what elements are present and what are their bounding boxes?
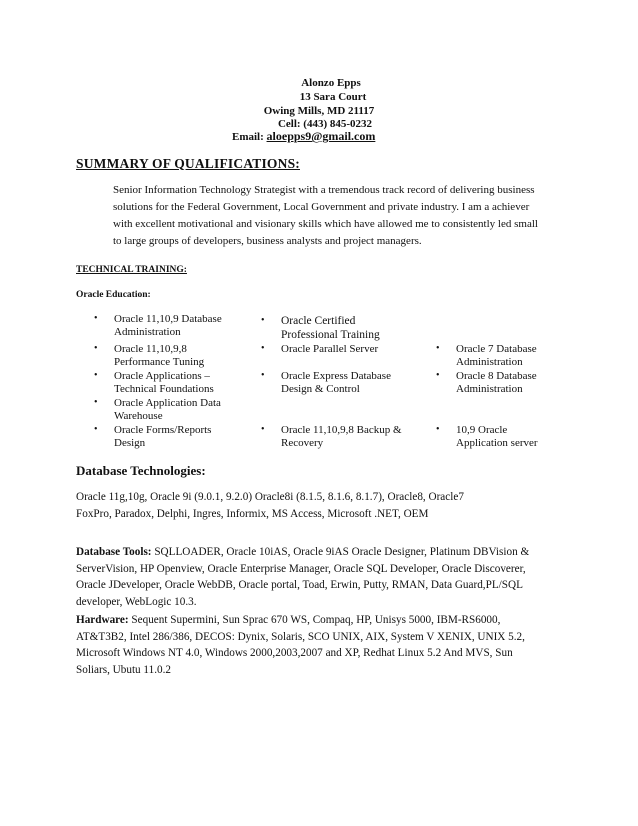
bullet-icon: • xyxy=(436,343,440,354)
list-item-text: Oracle 7 Database xyxy=(456,343,537,355)
list-item-text: Warehouse xyxy=(114,409,163,422)
db-tech-heading: Database Technologies: xyxy=(76,463,206,478)
list-item-text: Technical Foundations xyxy=(114,382,214,395)
bullet-icon: • xyxy=(261,424,265,435)
db-tools-line: SQLLOADER, Oracle 10iAS, Oracle 9iAS Oracle Designer, Platinum DBVision & xyxy=(151,546,530,558)
bullet-icon: • xyxy=(261,315,265,326)
db-tech-line: FoxPro, Paradox, Delphi, Ingres, Informix, MS Access, Microsoft .NET, OEM xyxy=(76,507,429,520)
list-item-text: Oracle Application Data xyxy=(114,397,221,409)
db-tools-line: developer, WebLogic 10.3. xyxy=(76,595,197,608)
bullet-icon: • xyxy=(94,313,98,324)
list-item-text: Administration xyxy=(114,325,181,338)
list-item-text: Administration xyxy=(456,355,523,368)
email-label: Email: xyxy=(232,131,264,143)
summary-line: Senior Information Technology Strategist with a tremendous track record of delivering business xyxy=(113,184,535,196)
summary-line: to large groups of developers, business analysts and project managers. xyxy=(113,235,422,247)
list-item-text: 10,9 Oracle xyxy=(456,424,508,436)
list-item-text: Oracle 8 Database xyxy=(456,370,537,382)
db-tools-label: Database Tools: xyxy=(76,546,152,558)
candidate-name: Alonzo Epps xyxy=(301,77,361,89)
list-item-text: Oracle 11,10,9 Database xyxy=(114,313,222,325)
db-tools-section xyxy=(76,544,596,610)
summary-paragraph xyxy=(113,182,583,250)
list-item-text: Administration xyxy=(456,382,523,395)
bullet-icon: • xyxy=(94,343,98,354)
city-address: Owing Mills, MD 21117 xyxy=(263,105,375,117)
cell-phone: Cell: (443) 845-0232 xyxy=(277,118,373,130)
list-item-text: Design xyxy=(114,436,146,449)
bullet-icon: • xyxy=(436,424,440,435)
list-item-text: Professional Training xyxy=(281,329,380,341)
list-item-text: Oracle 11,10,9,8 xyxy=(114,343,187,355)
list-item-text: Performance Tuning xyxy=(114,355,205,368)
list-item-text: Recovery xyxy=(281,436,324,449)
list-item-text: Oracle Express Database xyxy=(281,370,391,382)
db-tools-line: Oracle JDeveloper, Oracle WebDB, Oracle portal, Toad, Erwin, Putty, RMAN, Data Guard,PL/SQL xyxy=(76,579,523,591)
list-item-text: Oracle 11,10,9,8 Backup & xyxy=(281,424,402,436)
db-tools-line: ServerVision, HP Openview, Oracle Enterprise Manager, Oracle SQL Developer, Oracle Discoverer, xyxy=(76,562,526,575)
oracle-education-label: Oracle Education: xyxy=(76,290,151,300)
list-item-text: Oracle Certified xyxy=(281,315,356,327)
summary-line: with excellent motivational and visionary skills which have allowed me to consistently led small xyxy=(113,218,538,230)
hardware-label: Hardware: xyxy=(76,614,129,626)
hardware-line: Soliars, Ubutu 11.0.2 xyxy=(76,663,171,676)
hardware-section xyxy=(76,612,596,678)
email-link[interactable]: aloepps9@gmail.com xyxy=(266,129,376,143)
training-heading: TECHNICAL TRAINING: xyxy=(76,265,187,275)
hardware-line: Sequent Supermini, Sun Sprac 670 WS, Compaq, HP, Unisys 5000, IBM-RS6000, xyxy=(128,614,501,626)
list-item-text: Design & Control xyxy=(281,382,360,395)
hardware-line: Microsoft Windows NT 4.0, Windows 2000,2003,2007 and XP, Redhat Linux 5.2 And MVS, Sun xyxy=(76,647,513,659)
bullet-icon: • xyxy=(436,370,440,381)
list-item-text: Oracle Parallel Server xyxy=(281,343,379,355)
list-item-text: Oracle Forms/Reports xyxy=(114,424,212,436)
street-address: 13 Sara Court xyxy=(299,91,367,103)
db-tech-body xyxy=(76,489,586,522)
bullet-icon: • xyxy=(261,370,265,381)
list-item-text: Oracle Applications – xyxy=(114,370,210,382)
db-tech-line: Oracle 11g,10g, Oracle 9i (9.0.1, 9.2.0) Oracle8i (8.1.5, 8.1.6, 8.1.7), Oracle8, Oracle7 xyxy=(76,491,464,503)
bullet-icon: • xyxy=(261,343,265,354)
email-line xyxy=(232,129,375,144)
hardware-line: AT&T3B2, Intel 286/386, DECOS: Dynix, Solaris, SCO UNIX, AIX, System V XENIX, UNIX 5.2, xyxy=(76,630,525,643)
list-item-text: Application server xyxy=(456,436,538,449)
bullet-icon: • xyxy=(94,370,98,381)
summary-heading: SUMMARY OF QUALIFICATIONS: xyxy=(76,156,300,171)
bullet-icon: • xyxy=(94,397,98,408)
summary-line: solutions for the Federal Government, Local Government and private industry. I am a achiever xyxy=(113,201,530,213)
bullet-icon: • xyxy=(94,424,98,435)
